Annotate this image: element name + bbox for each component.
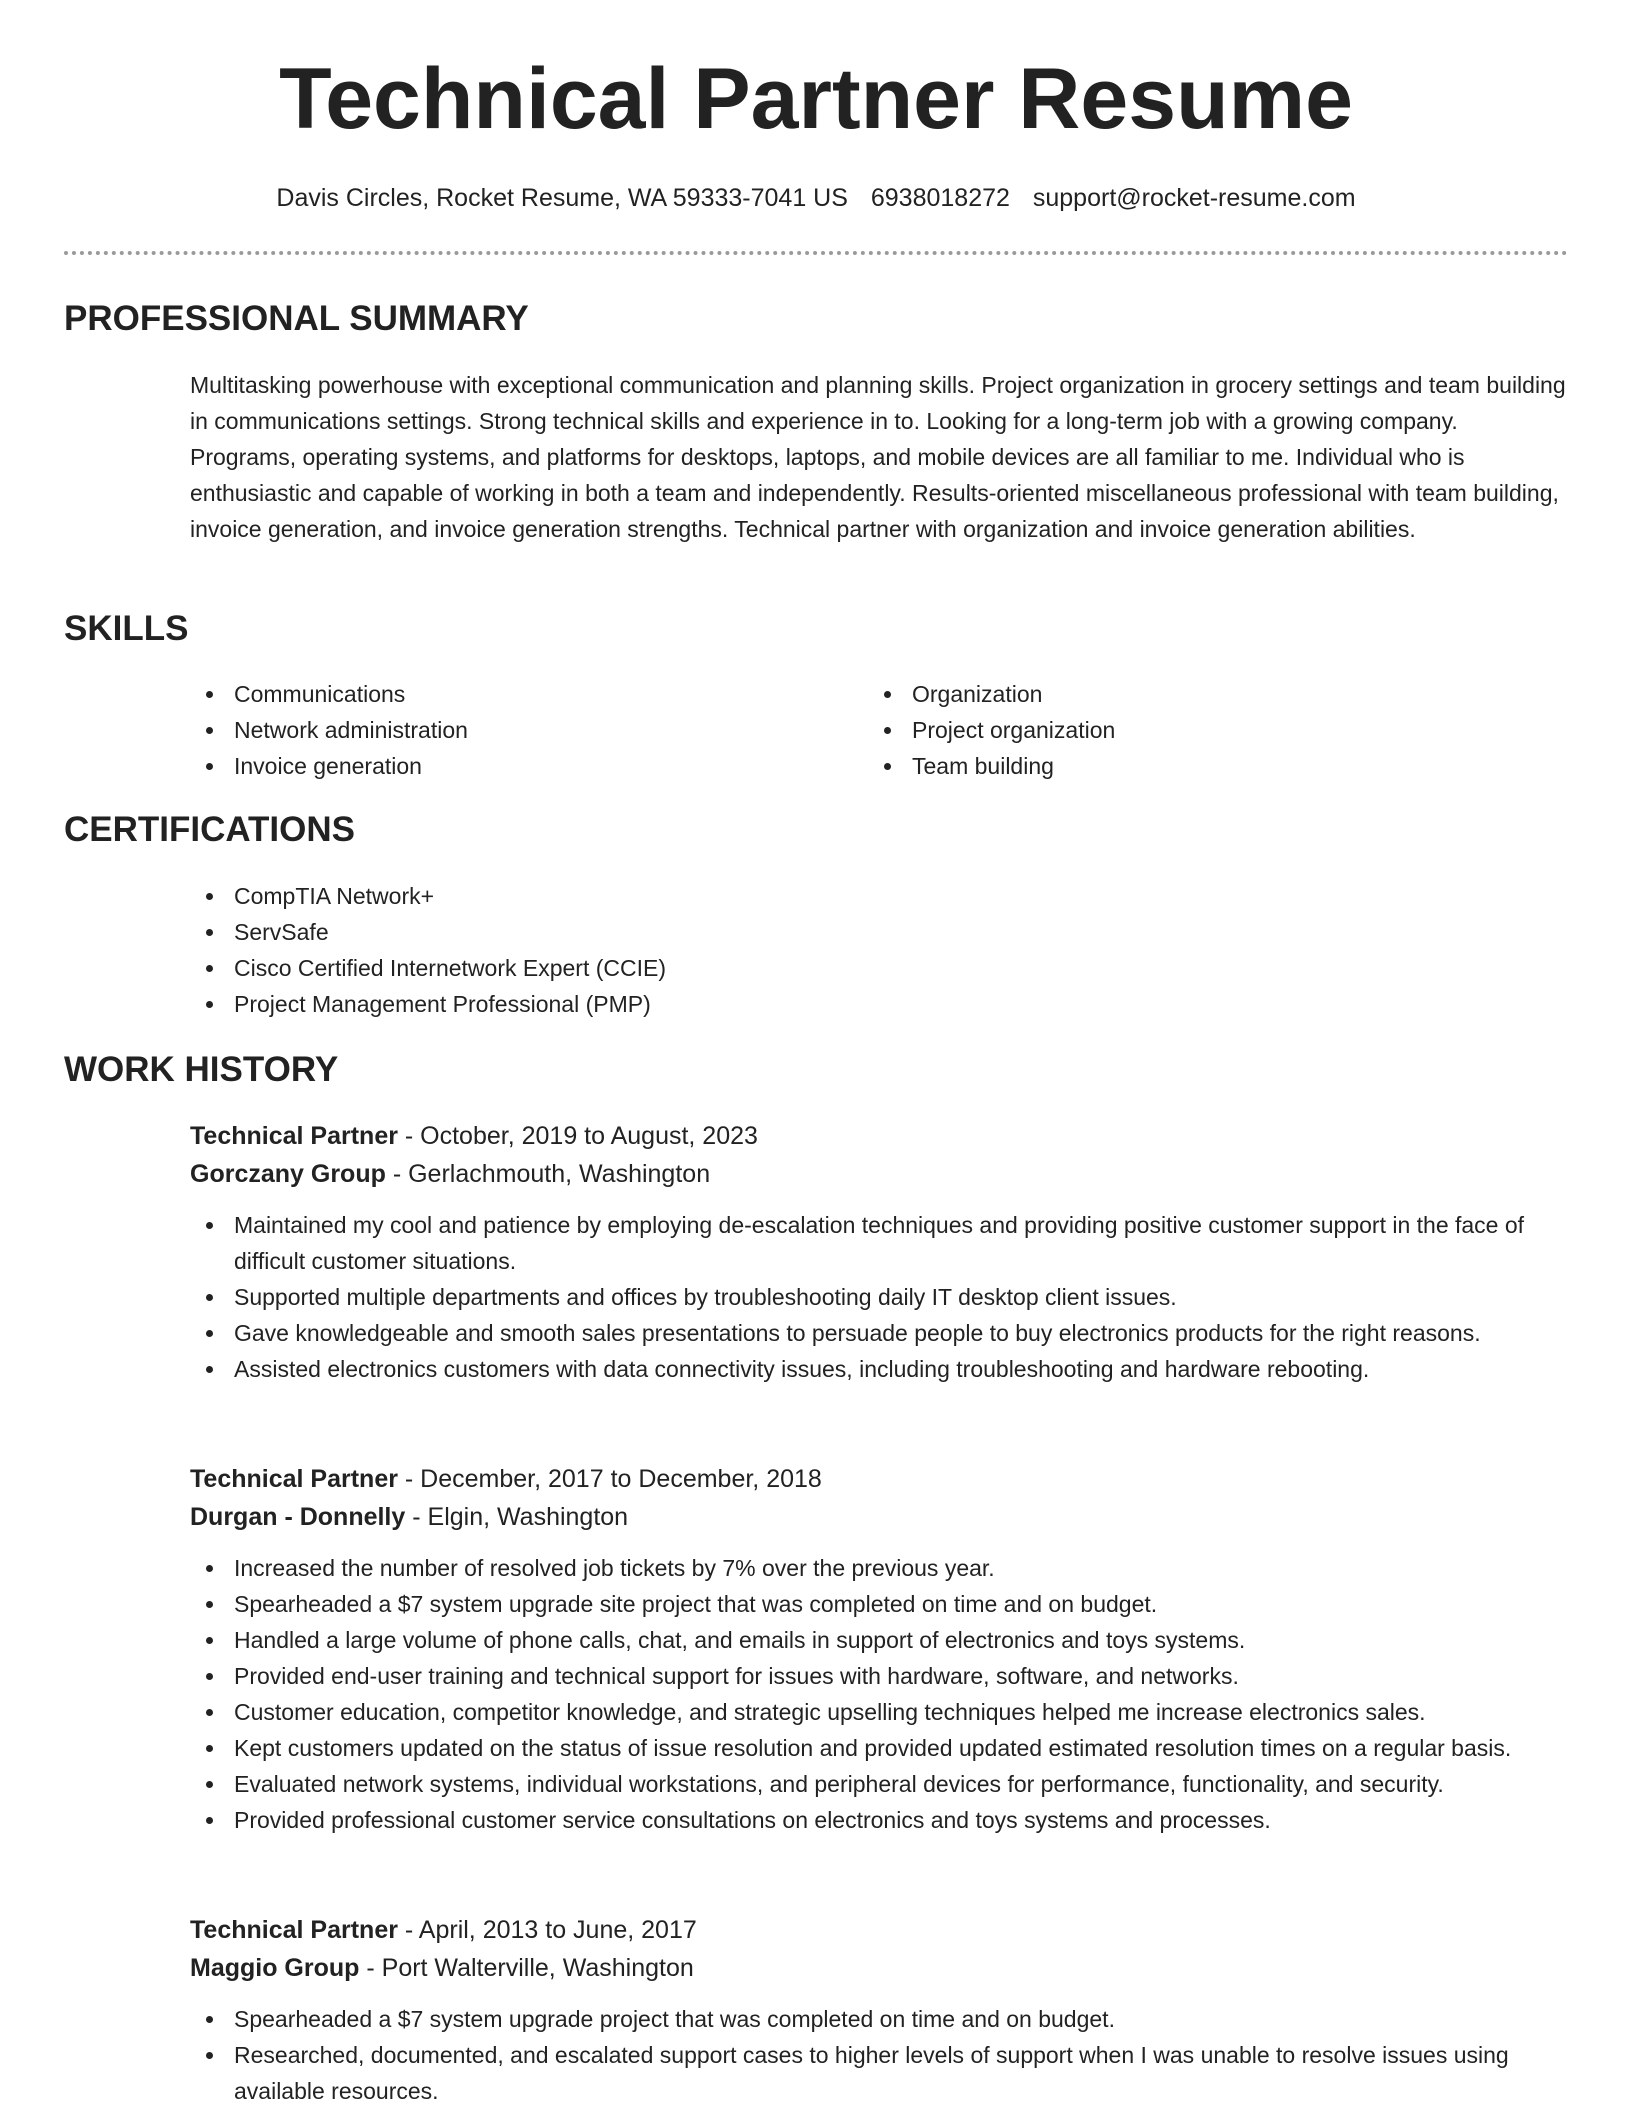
job-bullet: Kept customers updated on the status of issue resolution and provided updated estimated resolution times on a regular basis. [190, 1730, 1580, 1766]
skill-item: Team building [868, 748, 1115, 784]
job-location: - Elgin, Washington [405, 1503, 629, 1531]
job-dates: - December, 2017 to December, 2018 [397, 1465, 822, 1493]
skills-heading: SKILLS [64, 609, 189, 648]
job-company: Gorczany Group [190, 1160, 386, 1188]
job-bullet: Supported multiple departments and offices by troubleshooting daily IT desktop client issues. [190, 1279, 1580, 1315]
job-bullet: Maintained my cool and patience by employing de-escalation techniques and providing positive customer support in the face of difficult customer situations. [190, 1207, 1580, 1279]
job-bullet: Spearheaded a $7 system upgrade project that was completed on time and on budget. [190, 2001, 1580, 2037]
job-company-line [190, 1155, 1580, 1193]
skill-item: Invoice generation [190, 748, 468, 784]
contact-line [0, 184, 1632, 213]
job-bullet: Spearheaded a $7 system upgrade site project that was completed on time and on budget. [190, 1586, 1580, 1622]
job-bullet: Researched, documented, and escalated support cases to higher levels of support when I was unable to resolve issues using available resources. [190, 2037, 1580, 2109]
job-bullet: Assisted electronics customers with data connectivity issues, including troubleshooting and hardware rebooting. [190, 1351, 1580, 1387]
job-bullet: Provided professional customer service consultations on electronics and toys systems and processes. [190, 1802, 1580, 1838]
job-dates: - April, 2013 to June, 2017 [397, 1916, 697, 1944]
skills-list-left [190, 676, 468, 784]
summary-text: Multitasking powerhouse with exceptional communication and planning skills. Project organization in grocery settings and team building in communications settings. Strong technical skills and experience in to. Looking for a long-term job with a growing company. Programs, operating systems, and platforms for desktops, laptops, and mobile devices are all familiar to me. Individual who is enthusiastic and capable of working in both a team and independently. Results-oriented miscellaneous professional with team building, invoice generation, and invoice generation strengths. Technical partner with organization and invoice generation abilities. [190, 372, 1566, 542]
job-bullet: Handled a large volume of phone calls, chat, and emails in support of electronics and toys systems. [190, 1622, 1580, 1658]
job-company: Durgan - Donnelly [190, 1503, 406, 1531]
job-bullets [190, 1207, 1580, 1387]
skill-item: Communications [190, 676, 468, 712]
skill-item: Organization [868, 676, 1115, 712]
job-title-line [190, 1460, 1580, 1498]
job-title-line [190, 1911, 1580, 1949]
job-entry [190, 1460, 1580, 1838]
certifications-heading: CERTIFICATIONS [64, 810, 356, 849]
certification-item: Cisco Certified Internetwork Expert (CCIE) [190, 950, 666, 986]
job-title: Technical Partner [190, 1465, 398, 1493]
header-divider [64, 251, 1568, 255]
summary-heading: PROFESSIONAL SUMMARY [64, 299, 529, 338]
job-bullet: Gave knowledgeable and smooth sales presentations to persuade people to buy electronics products for the right reasons. [190, 1315, 1580, 1351]
certification-item: ServSafe [190, 914, 666, 950]
certification-item: CompTIA Network+ [190, 878, 666, 914]
job-company-line [190, 1498, 1580, 1536]
work-history-heading: WORK HISTORY [64, 1050, 339, 1089]
page-title: Technical Partner Resume [279, 51, 1353, 147]
job-title: Technical Partner [190, 1122, 398, 1150]
job-location: - Gerlachmouth, Washington [385, 1160, 711, 1188]
skill-item: Project organization [868, 712, 1115, 748]
job-title-line [190, 1117, 1580, 1155]
contact-phone: 6938018272 [870, 184, 1010, 212]
skills-list-right [868, 676, 1115, 784]
job-bullet: Provided end-user training and technical support for issues with hardware, software, and networks. [190, 1658, 1580, 1694]
job-dates: - October, 2019 to August, 2023 [397, 1122, 758, 1150]
job-bullet: Customer education, competitor knowledge, and strategic upselling techniques helped me increase electronics sales. [190, 1694, 1580, 1730]
job-company: Maggio Group [190, 1954, 360, 1982]
job-bullets [190, 1550, 1580, 1838]
certification-item: Project Management Professional (PMP) [190, 986, 666, 1022]
contact-email: support@rocket-resume.com [1032, 184, 1356, 212]
job-entry [190, 1911, 1580, 2109]
job-bullets [190, 2001, 1580, 2109]
job-bullet: Evaluated network systems, individual workstations, and peripheral devices for performance, functionality, and security. [190, 1766, 1580, 1802]
job-title: Technical Partner [190, 1916, 398, 1944]
certifications-list [190, 878, 666, 1022]
job-company-line [190, 1949, 1580, 1987]
job-bullet: Increased the number of resolved job tickets by 7% over the previous year. [190, 1550, 1580, 1586]
job-entry [190, 1117, 1580, 1387]
contact-address: Davis Circles, Rocket Resume, WA 59333-7041 US [276, 184, 848, 212]
skill-item: Network administration [190, 712, 468, 748]
job-location: - Port Walterville, Washington [359, 1954, 694, 1982]
